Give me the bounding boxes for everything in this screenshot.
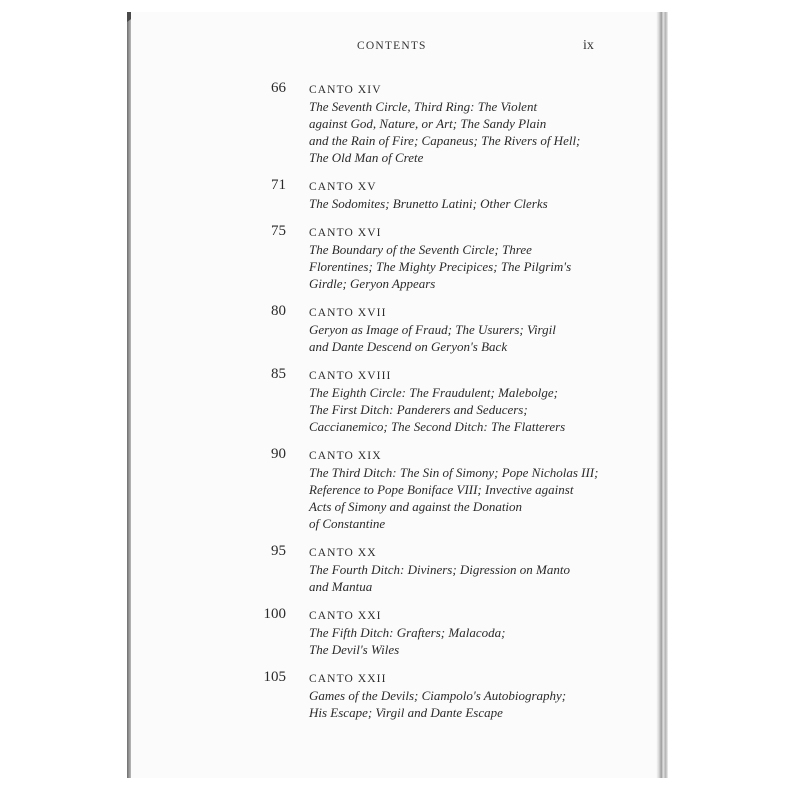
canto-description-line: The Boundary of the Seventh Circle; Three — [309, 242, 532, 257]
toc-entry — [131, 177, 656, 212]
contents-list — [131, 80, 656, 732]
toc-entry-page-number: 71 — [271, 177, 286, 193]
toc-entry-body — [309, 303, 656, 355]
canto-description-line: Florentines; The Mighty Precipices; The Pilgrim's — [309, 259, 572, 274]
canto-description-line: and the Rain of Fire; Capaneus; The Rivers of Hell; — [309, 133, 581, 148]
canto-description-line: The Sodomites; Brunetto Latini; Other Clerks — [309, 196, 548, 211]
toc-entry-body — [309, 446, 656, 532]
canto-label: CANTO XIX — [309, 450, 382, 462]
canto-label: CANTO XXII — [309, 673, 387, 685]
canto-label: CANTO XIV — [309, 84, 382, 96]
running-head-title: CONTENTS — [357, 40, 427, 52]
canto-description-line: Geryon as Image of Fraud; The Usurers; Virgil — [309, 322, 556, 337]
toc-entry — [131, 446, 656, 532]
toc-entry — [131, 80, 656, 166]
canto-description-line: The Eighth Circle: The Fraudulent; Malebolge; — [309, 385, 558, 400]
book-page — [131, 12, 656, 778]
toc-entry-body — [309, 669, 656, 721]
canto-description-line: The Seventh Circle, Third Ring: The Violent — [309, 99, 538, 114]
toc-entry — [131, 543, 656, 595]
canto-description-line: of Constantine — [309, 516, 386, 531]
toc-entry-page-number: 66 — [271, 80, 286, 96]
canto-label: CANTO XVII — [309, 307, 387, 319]
toc-entry-page-number: 100 — [263, 606, 286, 622]
canto-description-line: The Devil's Wiles — [309, 642, 400, 657]
toc-entry — [131, 606, 656, 658]
canto-description-line: Girdle; Geryon Appears — [309, 276, 436, 291]
canto-description-line: and Dante Descend on Geryon's Back — [309, 339, 508, 354]
toc-entry-body — [309, 606, 656, 658]
canto-description-line: Reference to Pope Boniface VIII; Invective against — [309, 482, 574, 497]
canto-description-line: The Third Ditch: The Sin of Simony; Pope Nicholas III; — [309, 465, 599, 480]
canto-description-line: and Mantua — [309, 579, 373, 594]
toc-entry — [131, 223, 656, 292]
page-number: ix — [583, 38, 594, 53]
running-head — [131, 40, 656, 60]
toc-entry-page-number: 80 — [271, 303, 286, 319]
toc-entry-body — [309, 223, 656, 292]
canto-description-line: The Fifth Ditch: Grafters; Malacoda; — [309, 625, 506, 640]
toc-entry — [131, 303, 656, 355]
toc-entry-page-number: 95 — [271, 543, 286, 559]
toc-entry-page-number: 85 — [271, 366, 286, 382]
toc-entry-body — [309, 366, 656, 435]
toc-entry-page-number: 90 — [271, 446, 286, 462]
canto-label: CANTO XV — [309, 181, 377, 193]
toc-entry — [131, 669, 656, 721]
canto-description-line: against God, Nature, or Art; The Sandy Plain — [309, 116, 547, 131]
canto-description-line: Games of the Devils; Ciampolo's Autobiography; — [309, 688, 567, 703]
toc-entry-body — [309, 543, 656, 595]
canto-label: CANTO XX — [309, 547, 377, 559]
canto-label: CANTO XXI — [309, 610, 382, 622]
canto-description-line: The Old Man of Crete — [309, 150, 424, 165]
toc-entry-page-number: 75 — [271, 223, 286, 239]
canto-description-line: His Escape; Virgil and Dante Escape — [309, 705, 503, 720]
page-edge-shadow-right — [656, 12, 668, 778]
canto-label: CANTO XVI — [309, 227, 382, 239]
toc-entry-page-number: 105 — [263, 669, 286, 685]
toc-entry-body — [309, 177, 656, 212]
toc-entry-body — [309, 80, 656, 166]
canto-description-line: The First Ditch: Panderers and Seducers; — [309, 402, 528, 417]
canto-description-line: Caccianemico; The Second Ditch: The Flatterers — [309, 419, 566, 434]
canto-label: CANTO XVIII — [309, 370, 392, 382]
canto-description-line: The Fourth Ditch: Diviners; Digression on Manto — [309, 562, 570, 577]
toc-entry — [131, 366, 656, 435]
canto-description-line: Acts of Simony and against the Donation — [309, 499, 523, 514]
